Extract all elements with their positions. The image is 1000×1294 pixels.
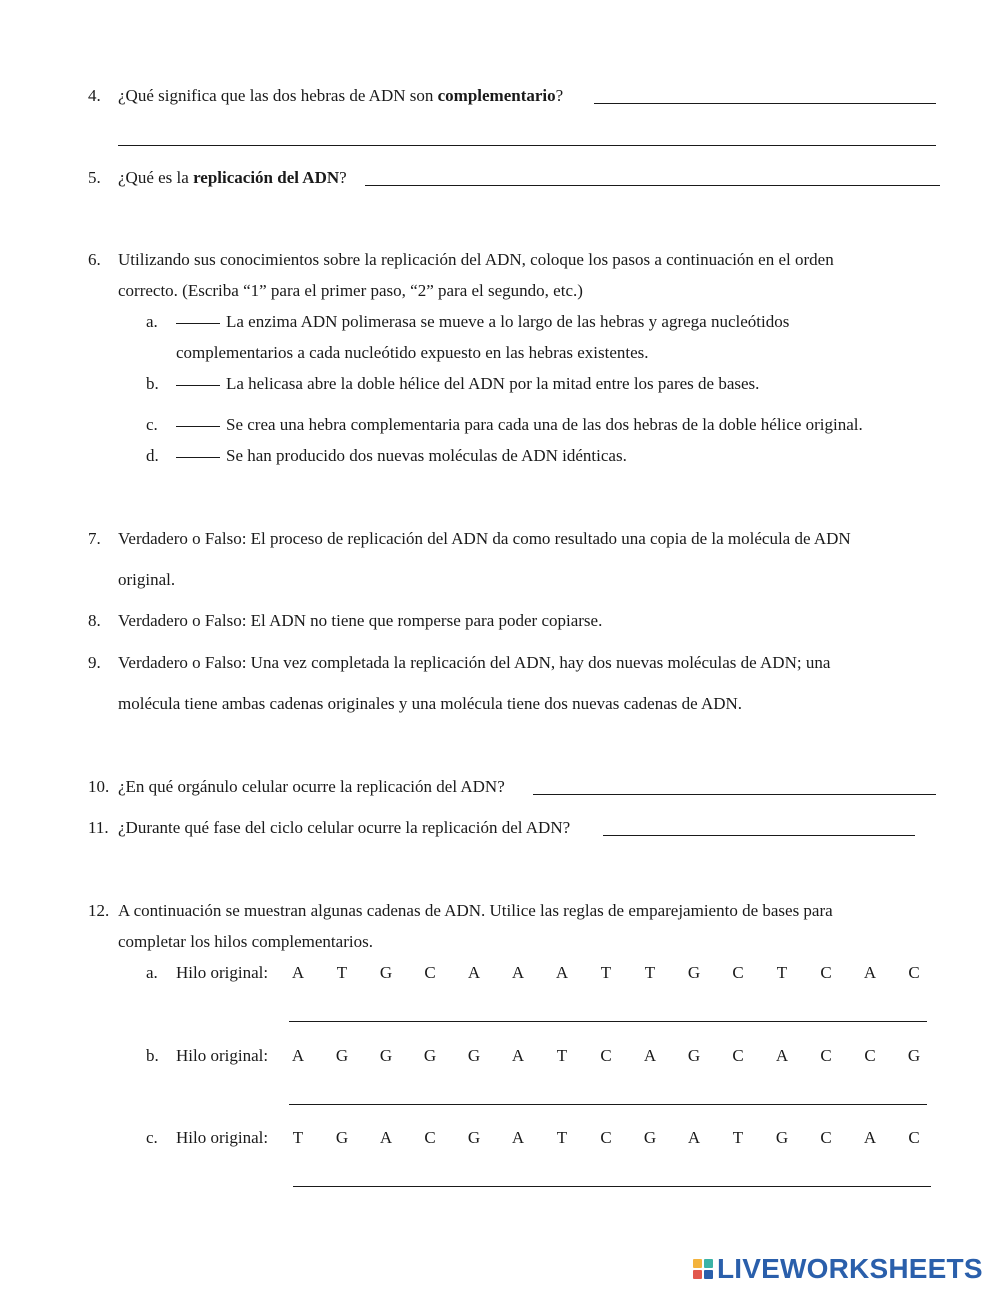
- q8-number: 8.: [88, 611, 101, 630]
- q4-answer-line-1[interactable]: [594, 103, 936, 104]
- q10-answer-line[interactable]: [533, 794, 936, 795]
- base-a-9: T: [644, 963, 656, 982]
- strand-b-label: Hilo original:: [176, 1046, 269, 1065]
- q11-text: ¿Durante qué fase del ciclo celular ocurre la replicación del ADN?: [118, 818, 571, 837]
- base-c-4: C: [424, 1128, 436, 1147]
- base-b-2: G: [335, 1046, 349, 1065]
- q4-answer-line-2[interactable]: [118, 145, 936, 146]
- q6-item-c-letter: c.: [146, 415, 158, 434]
- base-b-6: A: [511, 1046, 525, 1065]
- base-b-12: A: [775, 1046, 789, 1065]
- base-a-5: A: [467, 963, 481, 982]
- logo-mark-square: [704, 1270, 713, 1279]
- q6-item-c-blank[interactable]: [176, 426, 220, 427]
- logo-mark-square: [693, 1259, 702, 1268]
- base-c-3: A: [379, 1128, 393, 1147]
- q6-item-a-line-2: complementarios a cada nucleótido expuesto en las hebras existentes.: [176, 343, 649, 362]
- base-a-10: G: [687, 963, 701, 982]
- q6-item-d-blank[interactable]: [176, 457, 220, 458]
- q6-item-c: Se crea una hebra complementaria para cada una de las dos hebras de la doble hélice original.: [176, 415, 863, 435]
- logo-mark-icon: [693, 1259, 713, 1279]
- q10-text: ¿En qué orgánulo celular ocurre la replicación del ADN?: [118, 777, 505, 796]
- strand-a-label: Hilo original:: [176, 963, 269, 982]
- base-a-4: C: [424, 963, 436, 982]
- strand-b-letter: b.: [146, 1046, 159, 1065]
- base-a-11: C: [732, 963, 744, 982]
- q11-answer-line[interactable]: [603, 835, 915, 836]
- q4-text: ¿Qué significa que las dos hebras de ADN son complementario?: [118, 86, 564, 105]
- base-b-13: C: [820, 1046, 832, 1065]
- q7-line-1: Verdadero o Falso: El proceso de replicación del ADN da como resultado una copia de la molécula de ADN: [118, 529, 851, 548]
- liveworksheets-logo: [693, 1255, 983, 1283]
- base-a-2: T: [336, 963, 348, 982]
- q10-number: 10.: [88, 777, 110, 796]
- q6-item-b: La helicasa abre la doble hélice del ADN por la mitad entre los pares de bases.: [176, 374, 759, 394]
- base-c-2: G: [335, 1128, 349, 1147]
- logo-mark-square: [693, 1270, 702, 1279]
- base-c-5: G: [467, 1128, 481, 1147]
- strand-a-letter: a.: [146, 963, 158, 982]
- q9-line-1: Verdadero o Falso: Una vez completada la replicación del ADN, hay dos nuevas moléculas de ADN; una: [118, 653, 831, 672]
- base-a-6: A: [511, 963, 525, 982]
- base-b-11: C: [732, 1046, 744, 1065]
- base-c-14: A: [863, 1128, 877, 1147]
- q12-line-2: completar los hilos complementarios.: [118, 932, 373, 951]
- q11-number: 11.: [88, 818, 109, 837]
- base-b-3: G: [379, 1046, 393, 1065]
- strand-b-answer-line[interactable]: [289, 1104, 927, 1105]
- base-c-9: G: [643, 1128, 657, 1147]
- q6-line-2: correcto. (Escriba “1” para el primer paso, “2” para el segundo, etc.): [118, 281, 583, 300]
- q6-item-a-letter: a.: [146, 312, 158, 331]
- q6-item-d-letter: d.: [146, 446, 159, 465]
- q5-answer-line[interactable]: [365, 185, 940, 186]
- base-b-8: C: [600, 1046, 612, 1065]
- q9-line-2: molécula tiene ambas cadenas originales y una molécula tiene dos nuevas cadenas de ADN.: [118, 694, 743, 713]
- base-c-12: G: [775, 1128, 789, 1147]
- q5-text: ¿Qué es la replicación del ADN?: [118, 168, 347, 187]
- q6-item-b-letter: b.: [146, 374, 159, 393]
- base-c-11: T: [732, 1128, 744, 1147]
- q6-number: 6.: [88, 250, 101, 269]
- base-a-8: T: [600, 963, 612, 982]
- q6-item-b-blank[interactable]: [176, 385, 220, 386]
- base-a-3: G: [379, 963, 393, 982]
- q5-number: 5.: [88, 168, 101, 187]
- base-b-9: A: [643, 1046, 657, 1065]
- logo-text: LIVEWORKSHEETS: [717, 1253, 983, 1284]
- base-a-15: C: [908, 963, 920, 982]
- base-c-7: T: [556, 1128, 568, 1147]
- base-a-7: A: [555, 963, 569, 982]
- strand-c-label: Hilo original:: [176, 1128, 269, 1147]
- logo-mark-square: [704, 1259, 713, 1268]
- q12-line-1: A continuación se muestran algunas cadenas de ADN. Utilice las reglas de emparejamiento de bases para: [118, 901, 833, 920]
- q6-line-1: Utilizando sus conocimientos sobre la replicación del ADN, coloque los pasos a continuación en el orden: [118, 250, 834, 269]
- base-b-15: G: [907, 1046, 921, 1065]
- base-b-14: C: [864, 1046, 876, 1065]
- q6-item-d: Se han producido dos nuevas moléculas de ADN idénticas.: [176, 446, 627, 466]
- base-b-10: G: [687, 1046, 701, 1065]
- q6-item-a-blank[interactable]: [176, 323, 220, 324]
- q7-line-2: original.: [118, 570, 176, 589]
- strand-c-letter: c.: [146, 1128, 158, 1147]
- base-c-15: C: [908, 1128, 920, 1147]
- q12-number: 12.: [88, 901, 110, 920]
- q4-number: 4.: [88, 86, 101, 105]
- base-a-12: T: [776, 963, 788, 982]
- base-b-7: T: [556, 1046, 568, 1065]
- q7-number: 7.: [88, 529, 101, 548]
- q8-line-1: Verdadero o Falso: El ADN no tiene que romperse para poder copiarse.: [118, 611, 603, 630]
- base-c-8: C: [600, 1128, 612, 1147]
- base-a-1: A: [291, 963, 305, 982]
- strand-c-answer-line[interactable]: [293, 1186, 931, 1187]
- base-c-10: A: [687, 1128, 701, 1147]
- base-b-4: G: [423, 1046, 437, 1065]
- base-a-14: A: [863, 963, 877, 982]
- strand-a-answer-line[interactable]: [289, 1021, 927, 1022]
- base-b-5: G: [467, 1046, 481, 1065]
- base-a-13: C: [820, 963, 832, 982]
- base-b-1: A: [291, 1046, 305, 1065]
- base-c-1: T: [292, 1128, 304, 1147]
- q9-number: 9.: [88, 653, 101, 672]
- q6-item-a: La enzima ADN polimerasa se mueve a lo largo de las hebras y agrega nucleótidos: [176, 312, 789, 332]
- base-c-13: C: [820, 1128, 832, 1147]
- base-c-6: A: [511, 1128, 525, 1147]
